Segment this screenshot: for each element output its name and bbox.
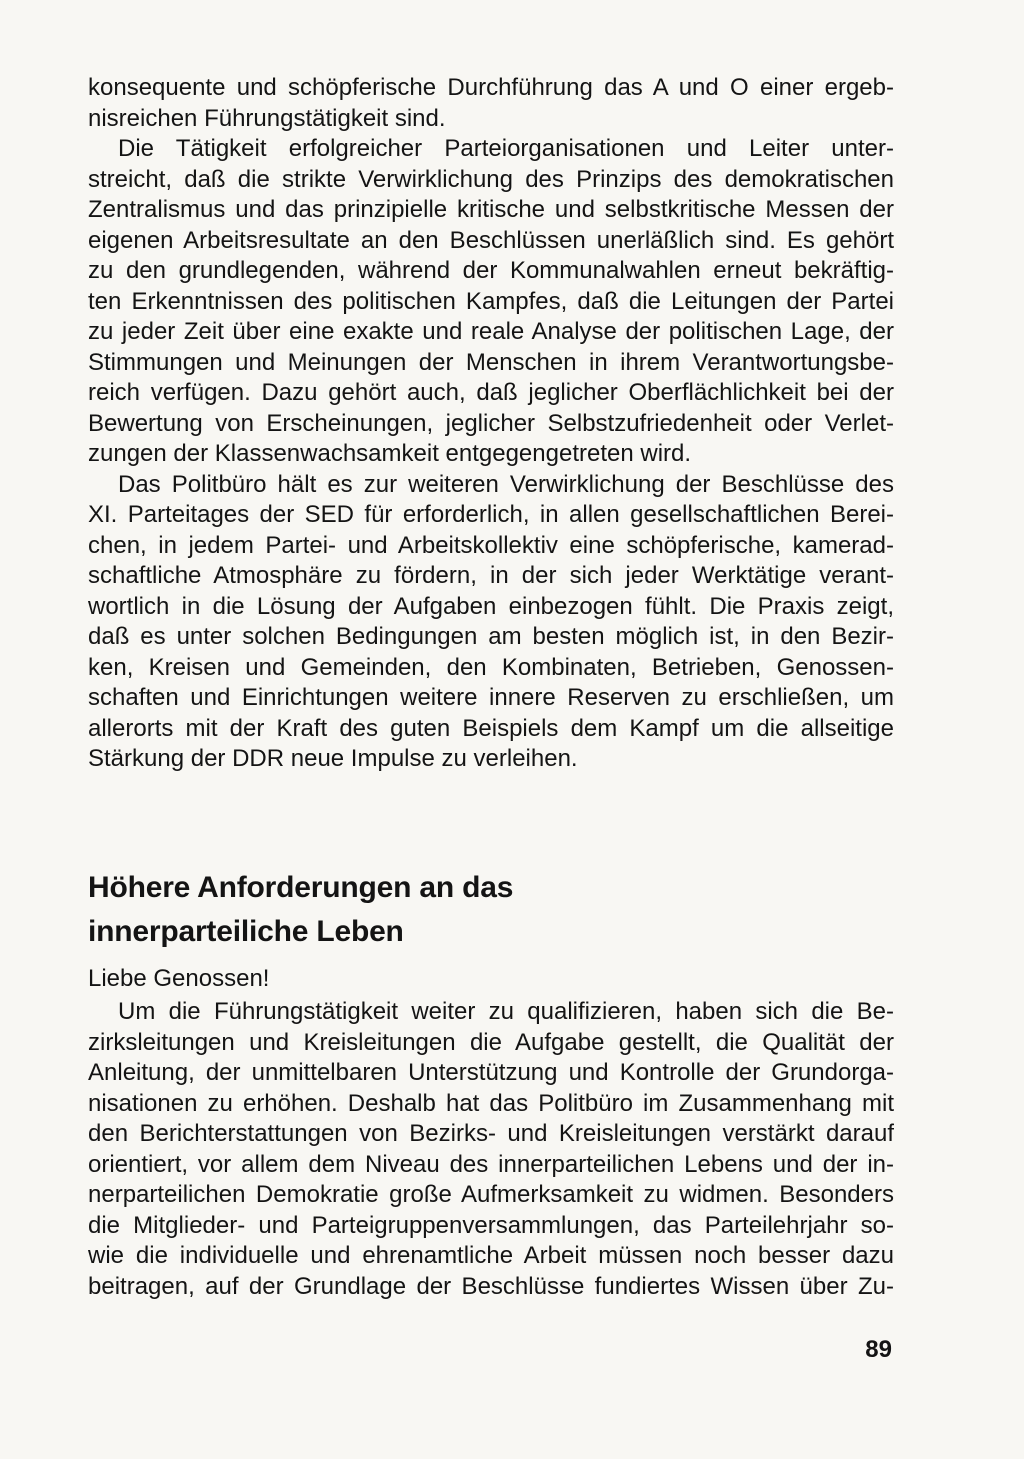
body-text-top [88, 73, 894, 775]
paragraph-2 [88, 134, 894, 470]
text-line: den Berichterstattungen von Bezirks- und Kreisleitungen verstärkt darauf [88, 1120, 894, 1147]
heading-line: innerparteiliche Leben [88, 915, 404, 948]
text-line: schaftliche Atmosphäre zu fördern, in der sich jeder Werktätige verant- [88, 562, 894, 589]
paragraph-3 [88, 470, 894, 775]
text-line: daß es unter solchen Bedingungen am besten möglich ist, in den Bezir- [88, 623, 894, 650]
text-line: XI. Parteitages der SED für erforderlich, in allen gesellschaftlichen Berei- [88, 501, 894, 528]
text-line: ken, Kreisen und Gemeinden, den Kombinaten, Betrieben, Genossen- [88, 653, 894, 681]
text-line: wie die individuelle und ehrenamtliche Arbeit müssen noch besser dazu [88, 1242, 894, 1269]
text-line: chen, in jedem Partei- und Arbeitskollektiv eine schöpferische, kamerad- [88, 531, 894, 559]
paragraph-1 [88, 73, 894, 134]
text-line: reich verfügen. Dazu gehört auch, daß jeglicher Oberflächlichkeit bei der [88, 379, 894, 406]
salutation: Liebe Genossen! [88, 965, 270, 992]
text-line: die Mitglieder- und Parteigruppenversammlungen, das Parteilehrjahr so- [88, 1211, 894, 1239]
text-line: schaften und Einrichtungen weitere innere Reserven zu erschließen, um [88, 684, 894, 711]
page-number: 89 [865, 1336, 892, 1363]
text-line: zu den grundlegenden, während der Kommunalwahlen erneut bekräftig- [88, 257, 894, 284]
text-line: wortlich in die Lösung der Aufgaben einbezogen fühlt. Die Praxis zeigt, [88, 592, 894, 620]
text-line: konsequente und schöpferische Durchführung das A und O einer ergeb- [88, 74, 894, 101]
section-heading [88, 866, 608, 954]
text-line: ten Erkenntnissen des politischen Kampfes, daß die Leitungen der Partei [88, 287, 894, 315]
text-line: Das Politbüro hält es zur weiteren Verwirklichung der Beschlüsse des [118, 470, 894, 498]
text-line: nisationen zu erhöhen. Deshalb hat das Politbüro im Zusammenhang mit [88, 1089, 894, 1117]
text-line: beitragen, auf der Grundlage der Beschlüsse fundiertes Wissen über Zu- [88, 1272, 894, 1300]
text-line: Die Tätigkeit erfolgreicher Parteiorganisationen und Leiter unter- [118, 135, 894, 162]
text-line: Um die Führungstätigkeit weiter zu qualifizieren, haben sich die Be- [118, 998, 894, 1025]
text-line: Bewertung von Erscheinungen, jeglicher Selbstzufriedenheit oder Verlet- [88, 409, 894, 437]
paragraph-4 [88, 997, 894, 1302]
text-line: zirksleitungen und Kreisleitungen die Aufgabe gestellt, die Qualität der [88, 1028, 894, 1056]
text-line: zu jeder Zeit über eine exakte und reale Analyse der politischen Lage, der [88, 318, 894, 345]
text-line: zungen der Klassenwachsamkeit entgegengetreten wird. [88, 440, 692, 467]
text-line: orientiert, vor allem dem Niveau des innerparteilichen Lebens und der in- [88, 1150, 894, 1178]
text-line: eigenen Arbeitsresultate an den Beschlüssen unerläßlich sind. Es gehört [88, 226, 894, 254]
body-text-bottom [88, 997, 894, 1302]
text-line: Stimmungen und Meinungen der Menschen in ihrem Verantwortungsbe- [88, 348, 894, 376]
text-line: nerparteilichen Demokratie große Aufmerksamkeit zu widmen. Besonders [88, 1181, 894, 1208]
text-line: allerorts mit der Kraft des guten Beispiels dem Kampf um die allseitige [88, 714, 894, 742]
heading-line: Höhere Anforderungen an das [88, 871, 514, 904]
text-line: Zentralismus und das prinzipielle kritische und selbstkritische Messen der [88, 196, 894, 223]
text-line: Stärkung der DDR neue Impulse zu verleihen. [88, 745, 578, 772]
text-line: streicht, daß die strikte Verwirklichung des Prinzips des demokratischen [88, 165, 894, 193]
text-line: nisreichen Führungstätigkeit sind. [88, 104, 446, 132]
text-line: Anleitung, der unmittelbaren Unterstützung und Kontrolle der Grundorga- [88, 1059, 894, 1086]
